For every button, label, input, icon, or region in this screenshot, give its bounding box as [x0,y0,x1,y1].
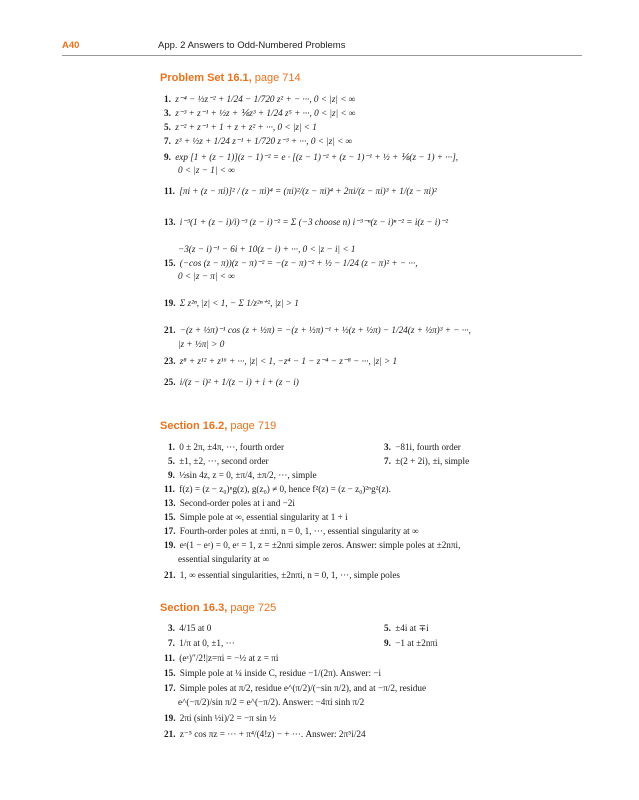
answer-text: z⁻⁵ cos πz = ··· + π⁴/(4!z) − + ···. Answer: 2π⁵i/24 [179,729,366,739]
answer-number: 21. [164,570,176,580]
answer-text: z⁸ + z¹² + z¹⁶ + ···, |z| < 1, −z⁴ − 1 − z⁻⁴ − z⁻⁸ − ···, |z| > 1 [179,356,398,366]
section-title-text: Section 16.3, [160,602,228,614]
answer-1 [164,93,355,105]
answer-text: essential singularity at ∞ [178,554,270,564]
answer-23 [164,355,397,367]
section-title-text: Problem Set 16.1, [160,72,252,84]
answer-text: |z + ½π| > 0 [178,339,225,349]
answer-text: 1, ∞ essential singularities, ±2nπi, n = 0, 1, ···, simple poles [179,570,400,580]
answer-number: 7. [164,136,171,146]
answer-7 [384,455,469,467]
answer-number: 13. [164,498,176,508]
answer-number: 5. [384,623,391,633]
answer-11 [164,652,278,664]
answer-text: 2πi (sinh ½i)/2 = −π sin ½ [179,713,276,723]
answer-number: 17. [164,683,176,693]
answer-number: 13. [164,217,176,227]
answer-21 [164,324,471,336]
answer-13 [164,216,448,228]
answer-text: Σ z²ⁿ, |z| < 1, − Σ 1/z²ⁿ⁺², |z| > 1 [179,298,299,308]
answer-text: 0 ± 2π, ±4π, ···, fourth order [179,442,285,452]
answer-text: −1 at ±2nπi [395,638,438,648]
answer-15-cont [178,270,235,282]
answer-text: z³ + ½z + 1/24 z⁻¹ + 1/720 z⁻³ + ···, 0 < |z| < ∞ [175,136,353,146]
answer-number: 5. [168,456,175,466]
answer-number: 9. [164,152,171,162]
section-page-ref: page 714 [251,72,301,84]
answer-text: −3(z − i)⁻¹ − 6i + 10(z − i) + ···, 0 < |z − i| < 1 [178,244,356,254]
answer-text: ±(2 + 2i), ±i, simple [395,456,470,466]
answer-text: 1/π at 0, ±1, ··· [179,638,235,648]
answer-9 [164,151,458,163]
answer-1 [168,441,284,453]
answer-text: z⁻³ + z⁻¹ + ½z + ⅙z³ + 1/24 z⁵ + ···, 0 < |z| < ∞ [175,108,356,118]
answer-19-cont [178,553,269,565]
answer-text: ±4i at ∓i [395,623,429,633]
answer-number: 15. [164,512,176,522]
answer-text: Fourth-order poles at ±nπi, n = 0, 1, ···, essential singularity at ∞ [179,526,419,536]
answer-17-cont [178,696,364,708]
answer-9 [384,637,438,649]
answer-number: 11. [164,186,175,196]
answer-number: 3. [384,442,391,452]
answer-number: 1. [164,94,171,104]
answer-19 [164,539,460,551]
answer-number: 19. [164,713,176,723]
answer-text: −81i, fourth order [395,442,461,452]
answer-3 [384,441,461,453]
running-head: App. 2 Answers to Odd-Numbered Problems [158,40,346,51]
answer-number: 19. [164,298,176,308]
answer-text: i/(z − i)² + 1/(z − i) + i + (z − i) [179,377,299,387]
answer-text: 0 < |z − π| < ∞ [178,271,235,281]
answer-number: 9. [168,470,175,480]
answer-text: 4/15 at 0 [179,623,212,633]
answer-text: eᶻ(1 − eᶻ) = 0, eᶻ = 1, z = ±2nπi simple zeros. Answer: simple poles at ±2nπi, [179,540,461,550]
answer-number: 7. [168,638,175,648]
answer-15 [164,511,348,523]
answer-9 [168,469,317,481]
answer-text: Simple pole at ∞, essential singularity at 1 + i [179,512,348,522]
answer-text: exp [1 + (z − 1)](z − 1)⁻² = e · [(z − 1)⁻² + (z − 1)⁻¹ + ½ + ⅙(z − 1) + ···], [175,152,459,162]
answer-text: [πi + (z − πi)]² / (z − πi)⁴ = (πi)²/(z − πi)⁴ + 2πi/(z − πi)³ + 1/(z − πi)² [179,186,437,196]
section-page-ref: page 725 [227,602,277,614]
answer-number: 15. [164,258,176,268]
answer-11 [164,185,437,197]
page-header [62,38,582,54]
page-number: A40 [62,40,80,51]
answer-text: i⁻³(1 + (z − i)/i)⁻³ (z − i)⁻² = Σ (−3 choose n) i⁻³⁻ⁿ(z − i)ⁿ⁻² = i(z − i)⁻² [179,217,449,227]
answer-text: z⁻² + z⁻¹ + 1 + z + z² + ···, 0 < |z| < 1 [175,122,317,132]
answer-5 [164,121,317,133]
answer-13-cont [178,243,355,255]
answer-7 [168,637,235,649]
answer-number: 21. [164,729,176,739]
answer-text: 0 < |z − 1| < ∞ [178,165,235,175]
answer-text: (−cos (z − π))(z − π)⁻² = −(z − π)⁻² + ½ − 1/24 (z − π)² + − ···, [179,258,418,268]
answer-number: 17. [164,526,176,536]
answer-9-cont [178,164,235,176]
answer-text: ±1, ±2, ···, second order [179,456,269,466]
answer-13 [164,497,295,509]
answer-number: 25. [164,377,176,387]
section-title-16-2 [160,420,276,432]
answer-number: 19. [164,540,176,550]
answer-number: 21. [164,325,176,335]
section-title-text: Section 16.2, [160,420,228,432]
answer-number: 3. [168,623,175,633]
answer-3 [164,107,355,119]
answer-number: 9. [384,638,391,648]
answer-21 [164,728,366,740]
answer-text: z⁻⁴ − ½z⁻² + 1/24 − 1/720 z² + − ···, 0 < |z| < ∞ [175,94,356,104]
answer-11 [164,483,391,495]
answer-19 [164,712,276,724]
answer-15 [164,257,418,269]
answer-text: −(z + ½π)⁻¹ cos (z + ½π) = −(z + ½π)⁻¹ + ½(z + ½π) − 1/24(z + ½π)³ + − ···, [179,325,471,335]
answer-17 [164,525,419,537]
section-title-16-1 [160,72,301,84]
header-rule [62,55,582,56]
answer-number: 11. [164,484,175,494]
answer-text: Second-order poles at i and −2i [179,498,295,508]
answer-3 [168,622,211,634]
answer-5 [168,455,269,467]
answer-text: Simple poles at π/2, residue e^(π/2)/(−sin π/2), and at −π/2, residue [179,683,427,693]
answer-21 [164,569,400,581]
answer-text: f(z) = (z − z₀)ⁿg(z), g(z₀) ≠ 0, hence f²(z) = (z − z₀)²ⁿg²(z). [179,484,391,494]
answer-number: 5. [164,122,171,132]
answer-number: 11. [164,653,175,663]
answer-25 [164,376,299,388]
answer-number: 7. [384,456,391,466]
answer-number: 23. [164,356,176,366]
section-page-ref: page 719 [227,420,277,432]
answer-text: Simple pole at ¼ inside C, residue −1/(2π). Answer: −i [179,668,382,678]
answer-number: 3. [164,108,171,118]
answer-7 [164,135,352,147]
answer-number: 1. [168,442,175,452]
section-title-16-3 [160,602,276,614]
answer-15 [164,667,381,679]
answer-21-cont [178,338,224,350]
answer-5 [384,622,429,634]
answer-text: (eᶻ)″/2!|z=πi = −½ at z = πi [179,653,279,663]
answer-text: e^(−π/2)/sin π/2 = e^(−π/2). Answer: −4πi sinh π/2 [178,697,365,707]
answer-19 [164,297,299,309]
answer-number: 15. [164,668,176,678]
answer-text: ½sin 4z, z = 0, ±π/4, ±π/2, ···, simple [179,470,317,480]
answer-17 [164,682,426,694]
